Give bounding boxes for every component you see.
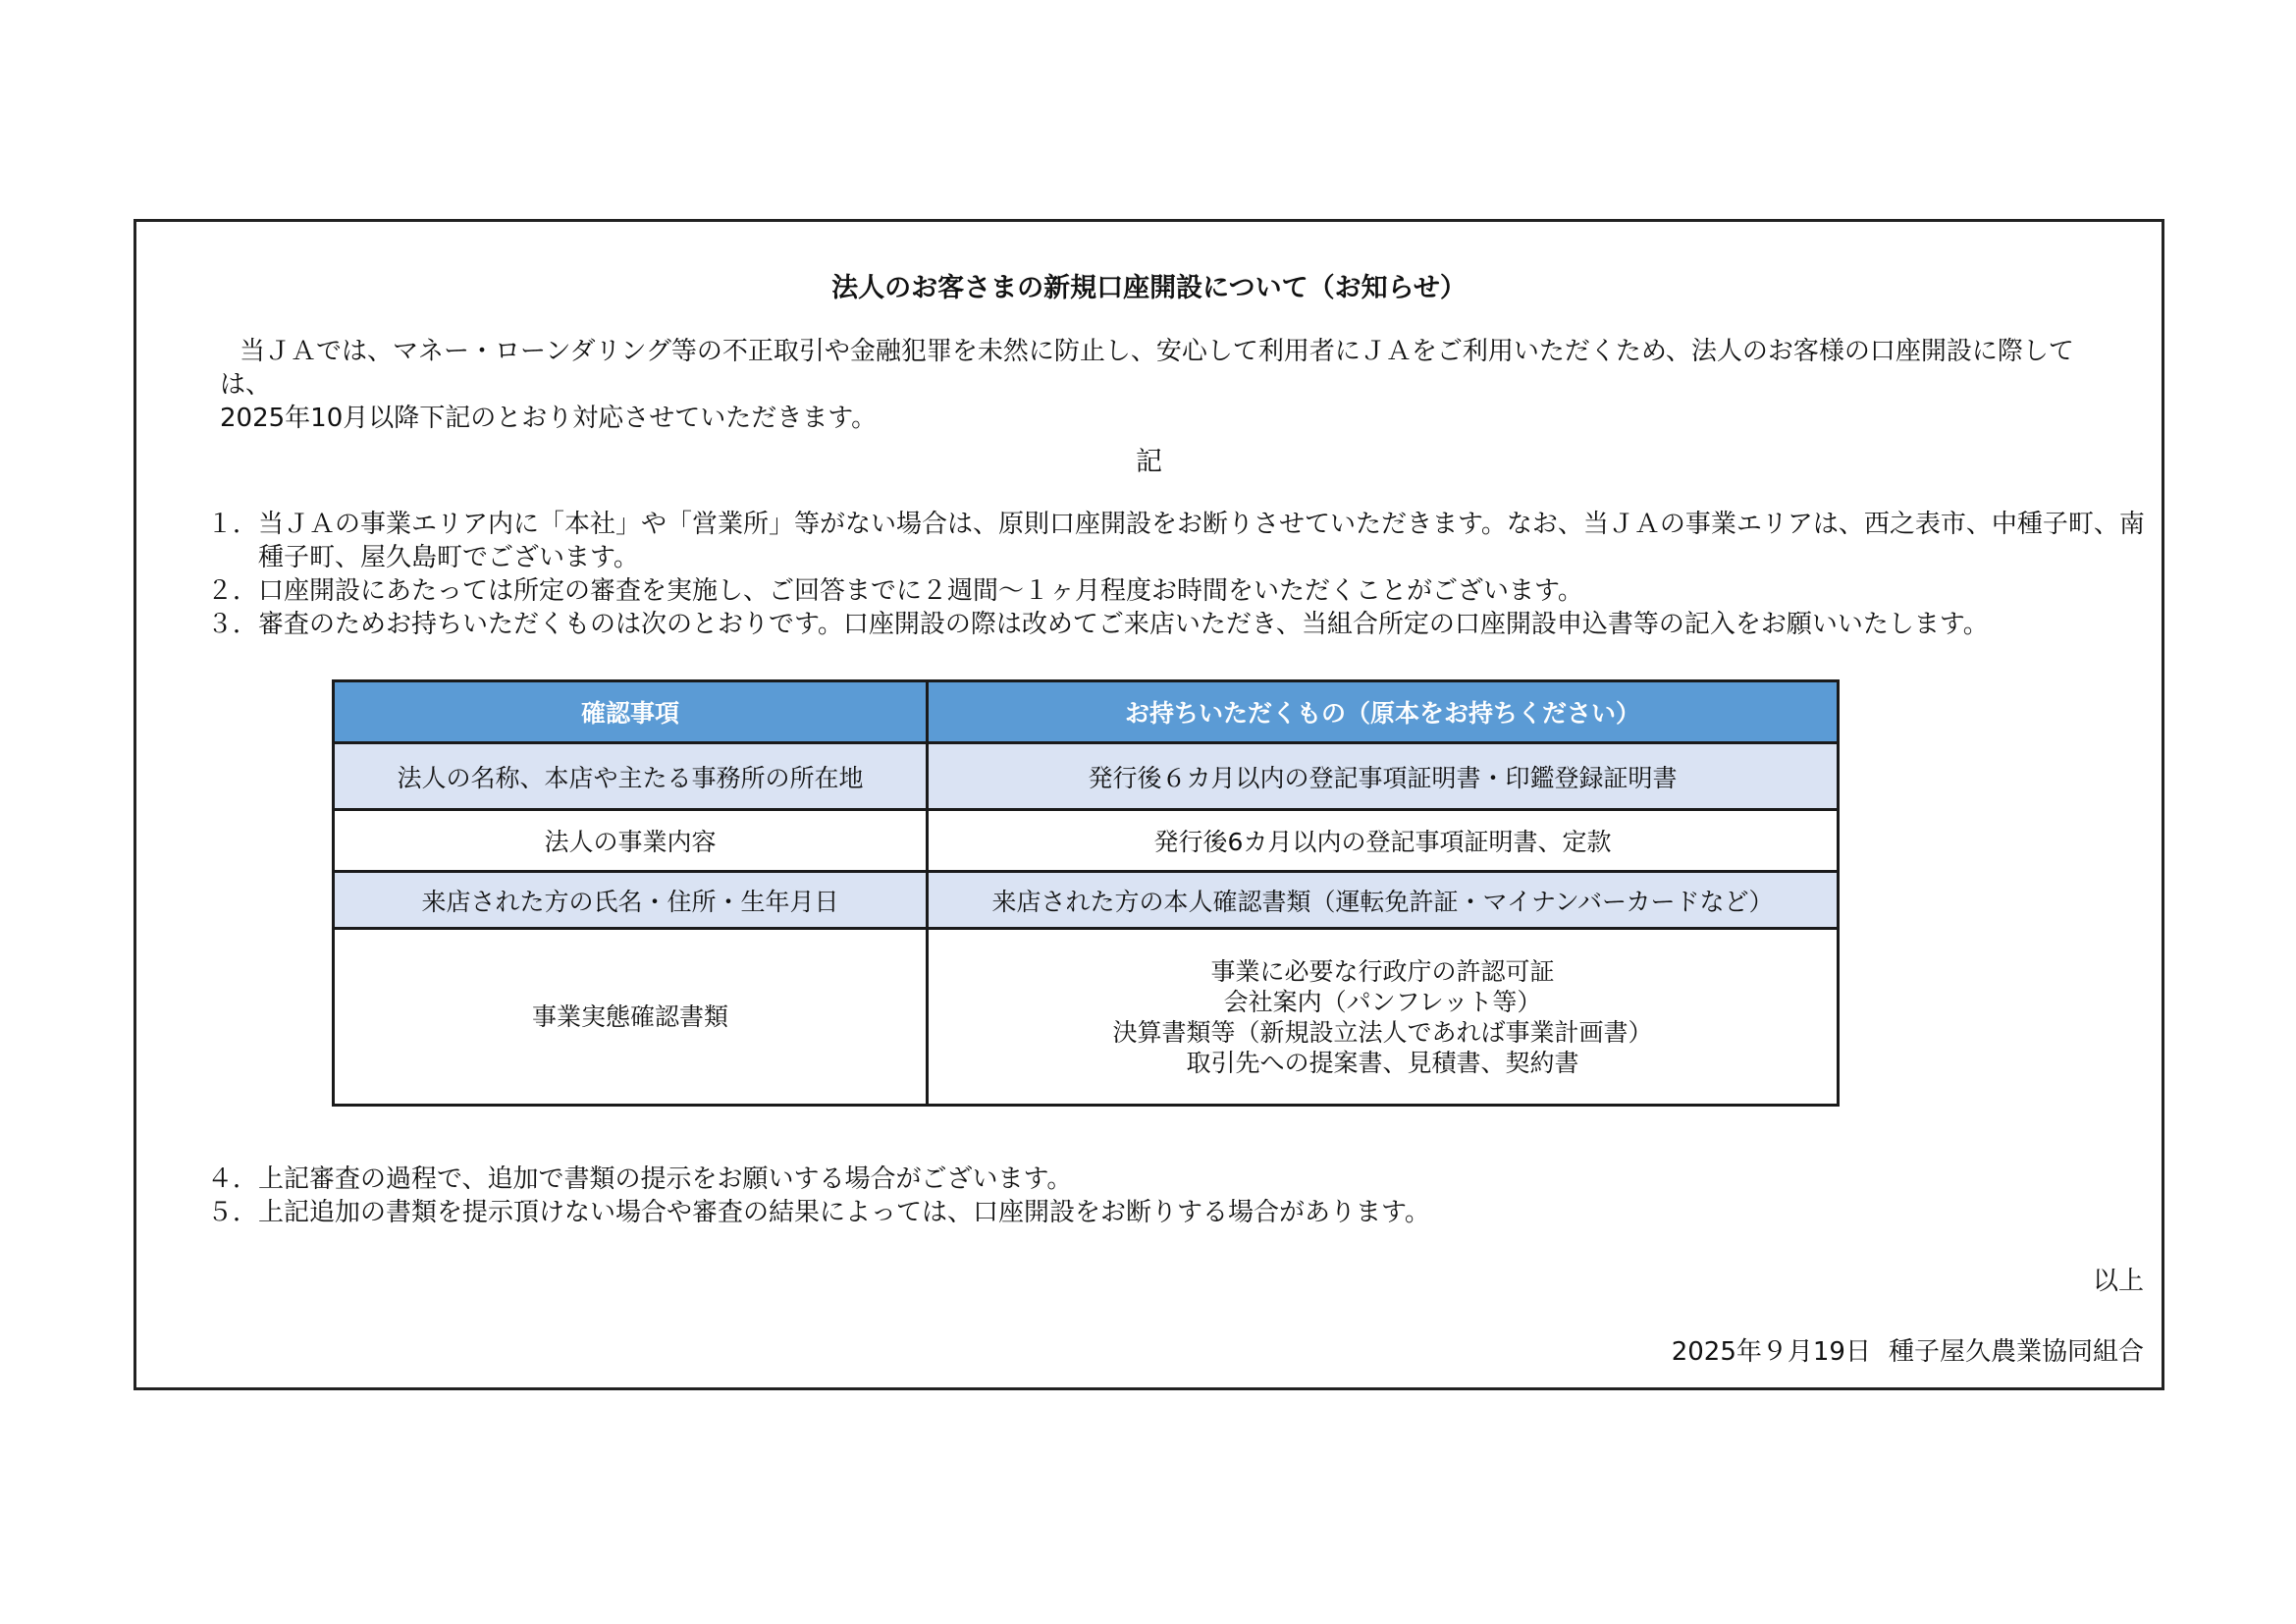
intro-line-2: 2025年10月以降下記のとおり対応させていただきます。	[220, 404, 878, 433]
item-list-after	[207, 1163, 2146, 1229]
list-item	[207, 1163, 2146, 1196]
ki-heading: 記	[1136, 447, 1162, 477]
item-text: 当ＪＡの事業エリア内に「本社」や「営業所」等がない場合は、原則口座開設をお断りさせていただきます。なお、当ＪＡの事業エリアは、西之表市、中種子町、南種子町、屋久島町でございます。	[258, 510, 2145, 572]
signature	[1672, 1331, 2144, 1368]
table-header-item: 確認事項	[334, 681, 928, 743]
table-row	[334, 743, 1839, 810]
list-item	[207, 574, 2146, 608]
doc-line: 決算書類等（新規設立法人であれば事業計画書）	[1112, 1017, 1653, 1047]
table-cell-item: 事業実態確認書類	[334, 929, 928, 1106]
doc-line: 事業に必要な行政庁の許認可証	[1210, 956, 1555, 986]
item-number: １．	[207, 510, 259, 539]
table-header-docs: お持ちいただくもの（原本をお持ちください）	[928, 681, 1839, 743]
item-text: 口座開設にあたっては所定の審査を実施し、ご回答までに２週間～１ヶ月程度お時間をいただくことがございます。	[258, 576, 1583, 606]
list-item	[207, 1196, 2146, 1229]
table-row	[334, 929, 1839, 1106]
item-number: ２．	[207, 576, 259, 606]
table-row	[334, 810, 1839, 872]
doc-line: 会社案内（パンフレット等）	[1223, 987, 1542, 1016]
issue-date: 2025年９月19日	[1671, 1337, 1871, 1367]
item-list	[207, 508, 2146, 641]
table-cell-docs: 発行後6カ月以内の登記事項証明書、定款	[928, 810, 1839, 872]
closing-text: 以上	[2092, 1267, 2144, 1296]
list-item	[207, 508, 2146, 574]
item-number: ５．	[207, 1198, 259, 1227]
item-text: 審査のためお持ちいただくものは次のとおりです。口座開設の際は改めてご来店いただき、当組合所定の口座開設申込書等の記入をお願いいたします。	[258, 610, 1989, 639]
requirements-table	[332, 679, 1840, 1107]
table-row	[334, 872, 1839, 929]
item-number: ３．	[207, 610, 259, 639]
doc-line: 取引先への提案書、見積書、契約書	[1186, 1048, 1579, 1077]
intro-line-1: 当ＪＡでは、マネー・ローンダリング等の不正取引や金融犯罪を未然に防止し、安心して利用者にＪＡをご利用いただくため、法人のお客様の口座開設に際しては、	[220, 337, 2074, 400]
table-cell-item: 来店された方の氏名・住所・生年月日	[334, 872, 928, 929]
notice-frame	[133, 219, 2164, 1390]
table-cell-docs: 発行後６カ月以内の登記事項証明書・印鑑登録証明書	[928, 743, 1839, 810]
table-header-row	[334, 681, 1839, 743]
item-text: 上記審査の過程で、追加で書類の提示をお願いする場合がございます。	[258, 1164, 1073, 1194]
list-item	[207, 608, 2146, 641]
intro-paragraph	[220, 335, 2114, 435]
table-cell-item: 法人の事業内容	[334, 810, 928, 872]
notice-title: 法人のお客さまの新規口座開設について（お知らせ）	[831, 273, 1467, 303]
table-cell-docs	[928, 929, 1839, 1106]
item-text: 上記追加の書類を提示頂けない場合や審査の結果によっては、口座開設をお断りする場合があります。	[258, 1198, 1430, 1227]
item-number: ４．	[207, 1164, 259, 1194]
table-cell-item: 法人の名称、本店や主たる事務所の所在地	[334, 743, 928, 810]
organization-name: 種子屋久農業協同組合	[1888, 1337, 2144, 1367]
table-cell-docs: 来店された方の本人確認書類（運転免許証・マイナンバーカードなど）	[928, 872, 1839, 929]
